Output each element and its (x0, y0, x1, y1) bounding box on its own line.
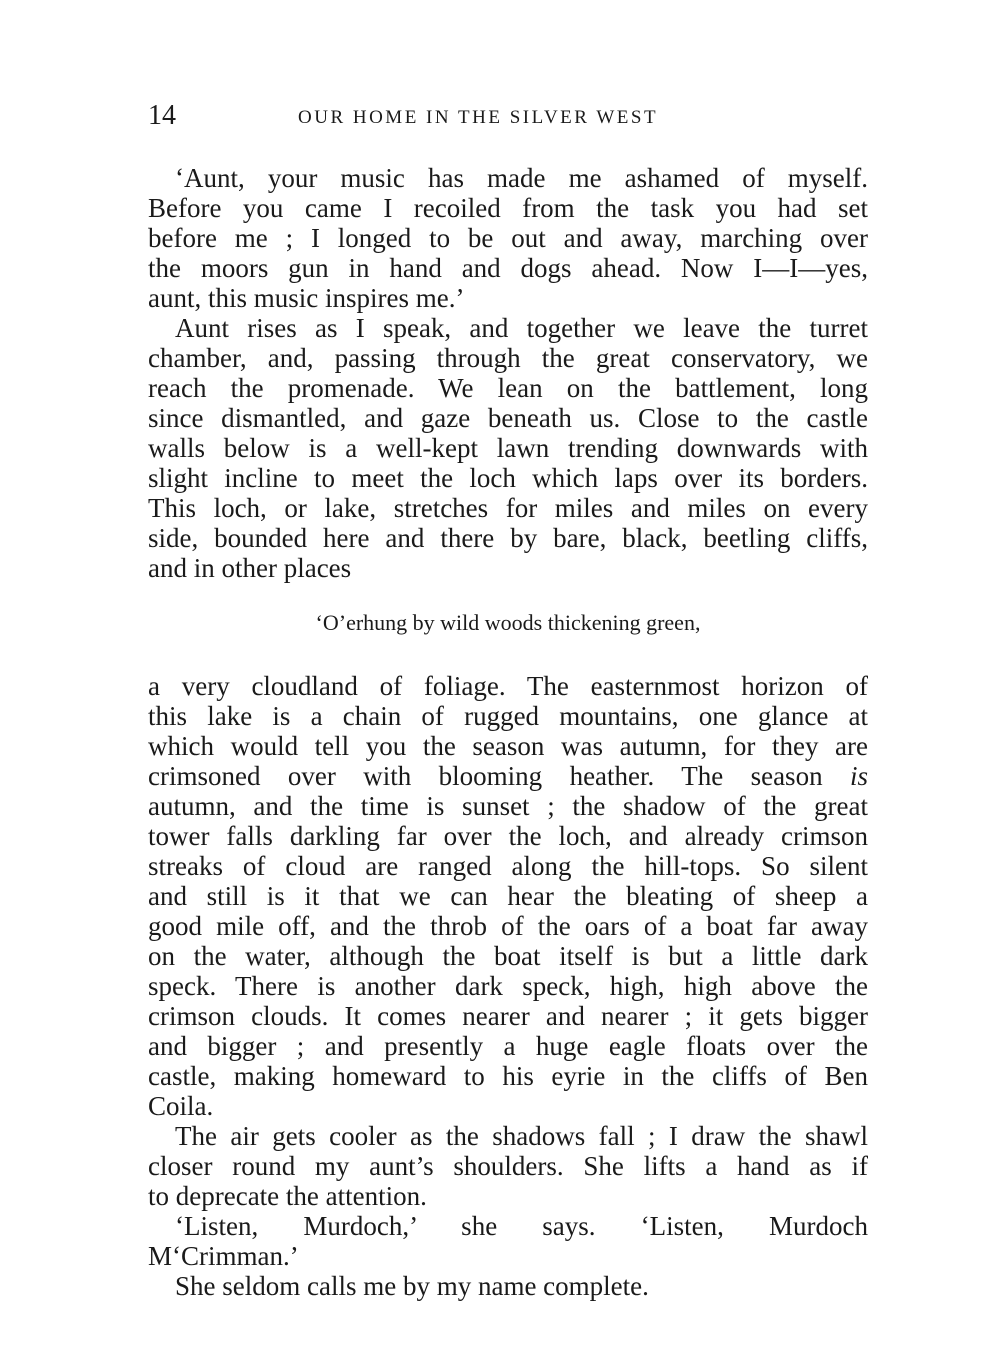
text-span: crimsoned over with blooming heather. The season (148, 761, 850, 791)
text-line: M‘Crimman.’ (148, 1241, 299, 1271)
running-title: OUR HOME IN THE SILVER WEST (298, 107, 659, 128)
text-line: ‘Aunt, your music has made me ashamed of myself. (175, 163, 868, 193)
text-line: which would tell you the season was autumn, for they are (148, 731, 868, 761)
text-line: reach the promenade. We lean on the battlement, long (148, 373, 868, 403)
italic-word: is (849, 761, 868, 791)
text-line: Coila. (148, 1091, 214, 1121)
running-head (148, 96, 868, 136)
text-line: and in other places (148, 553, 352, 583)
text-line: slight incline to meet the loch which laps over its borders. (148, 463, 868, 493)
text-line: before me ; I longed to be out and away, marching over (148, 223, 868, 253)
text-line: She seldom calls me by my name complete. (175, 1271, 649, 1301)
quote-line: ‘O’erhung by wild woods thickening green, (315, 610, 701, 635)
block-quote (148, 583, 868, 671)
text-line (148, 761, 868, 791)
text-line: side, bounded here and there by bare, black, beetling cliffs, (148, 523, 868, 553)
text-line: speck. There is another dark speck, high, high above the (148, 971, 868, 1001)
text-line: Aunt rises as I speak, and together we leave the turret (175, 313, 868, 343)
text-line: ‘Listen, Murdoch,’ she says. ‘Listen, Murdoch (175, 1211, 868, 1241)
text-line: a very cloudland of foliage. The easternmost horizon of (148, 671, 868, 701)
text-line: Before you came I recoiled from the task you had set (148, 193, 868, 223)
text-line: crimson clouds. It comes nearer and nearer ; it gets bigger (148, 1001, 868, 1031)
text-line: and bigger ; and presently a huge eagle floats over the (148, 1031, 868, 1061)
text-line: the moors gun in hand and dogs ahead. Now I—I—yes, (148, 253, 868, 283)
text-line: aunt, this music inspires me.’ (148, 283, 465, 313)
body-text (148, 163, 868, 1301)
text-line: chamber, and, passing through the great conservatory, we (148, 343, 868, 373)
text-line: This loch, or lake, stretches for miles and miles on every (148, 493, 868, 523)
text-line: autumn, and the time is sunset ; the shadow of the great (148, 791, 868, 821)
text-line: good mile off, and the throb of the oars of a boat far away (148, 911, 868, 941)
text-line: on the water, although the boat itself is but a little dark (148, 941, 868, 971)
text-line: this lake is a chain of rugged mountains, one glance at (148, 701, 868, 731)
text-line: since dismantled, and gaze beneath us. Close to the castle (148, 403, 868, 433)
text-line: castle, making homeward to his eyrie in the cliffs of Ben (148, 1061, 868, 1091)
text-line: streaks of cloud are ranged along the hill-tops. So silent (148, 851, 868, 881)
text-line: to deprecate the attention. (148, 1181, 427, 1211)
text-line: walls below is a well-kept lawn trending downwards with (148, 433, 868, 463)
text-line: and still is it that we can hear the bleating of sheep a (148, 881, 868, 911)
text-line: The air gets cooler as the shadows fall ; I draw the shawl (175, 1121, 868, 1151)
text-line: closer round my aunt’s shoulders. She lifts a hand as if (148, 1151, 868, 1181)
text-line: tower falls darkling far over the loch, and already crimson (148, 821, 868, 851)
page-number: 14 (148, 100, 176, 131)
